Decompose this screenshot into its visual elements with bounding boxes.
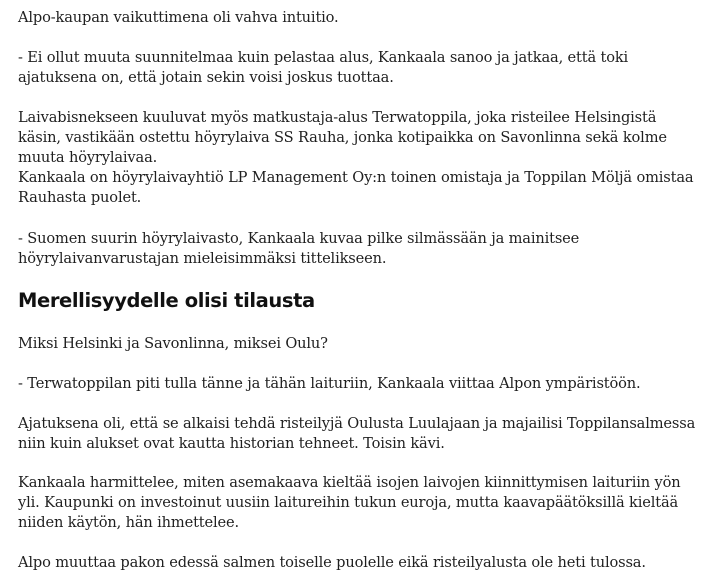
paragraph: Kankaala on höyrylaivayhtiö LP Management Oy:n toinen omistaja ja Toppilan Möljä omistaa Rauhasta puolet. <box>18 169 694 206</box>
paragraph: Kankaala harmittelee, miten asemakaava kieltää isojen laivojen kiinnittymisen laituriin yön yli. Kaupunki on investoinut uusiin laitureihin tukun euroja, mutta kaavapäätöksillä kieltää niiden käytön, hän ihmettelee. <box>18 474 681 531</box>
paragraph: Miksi Helsinki ja Savonlinna, miksei Oulu? <box>18 335 328 352</box>
paragraph: Alpo muuttaa pakon edessä salmen toiselle puolelle eikä risteilyalusta ole heti tulossa. <box>18 554 646 571</box>
paragraph: Ajatuksena oli, että se alkaisi tehdä risteilyjä Oulusta Luulajaan ja majailisi Toppilansalmessa niin kuin alukset ovat kautta historian tehneet. Toisin kävi. <box>18 415 696 452</box>
paragraph: Laivabisnekseen kuuluvat myös matkustaja-alus Terwatoppila, joka risteilee Helsingistä käsin, vastikään ostettu höyrylaiva SS Rauha, jonka kotipaikka on Savonlinna sekä kolme muuta höyrylaivaa. <box>18 109 667 166</box>
paragraph: Alpo-kaupan vaikuttimena oli vahva intuitio. <box>18 9 339 26</box>
paragraph: - Suomen suurin höyrylaivasto, Kankaala kuvaa pilke silmässään ja mainitsee höyrylaivanvarustajan mieleisimmäksi tittelikseen. <box>18 230 580 267</box>
section-heading: Merellisyydelle olisi tilausta <box>18 289 315 312</box>
paragraph: - Terwatoppilan piti tulla tänne ja tähän laituriin, Kankaala viittaa Alpon ympäristöön. <box>18 375 641 392</box>
paragraph: - Ei ollut muuta suunnitelmaa kuin pelastaa alus, Kankaala sanoo ja jatkaa, että toki ajatuksena on, että jotain sekin voisi joskus tuottaa. <box>18 49 629 86</box>
